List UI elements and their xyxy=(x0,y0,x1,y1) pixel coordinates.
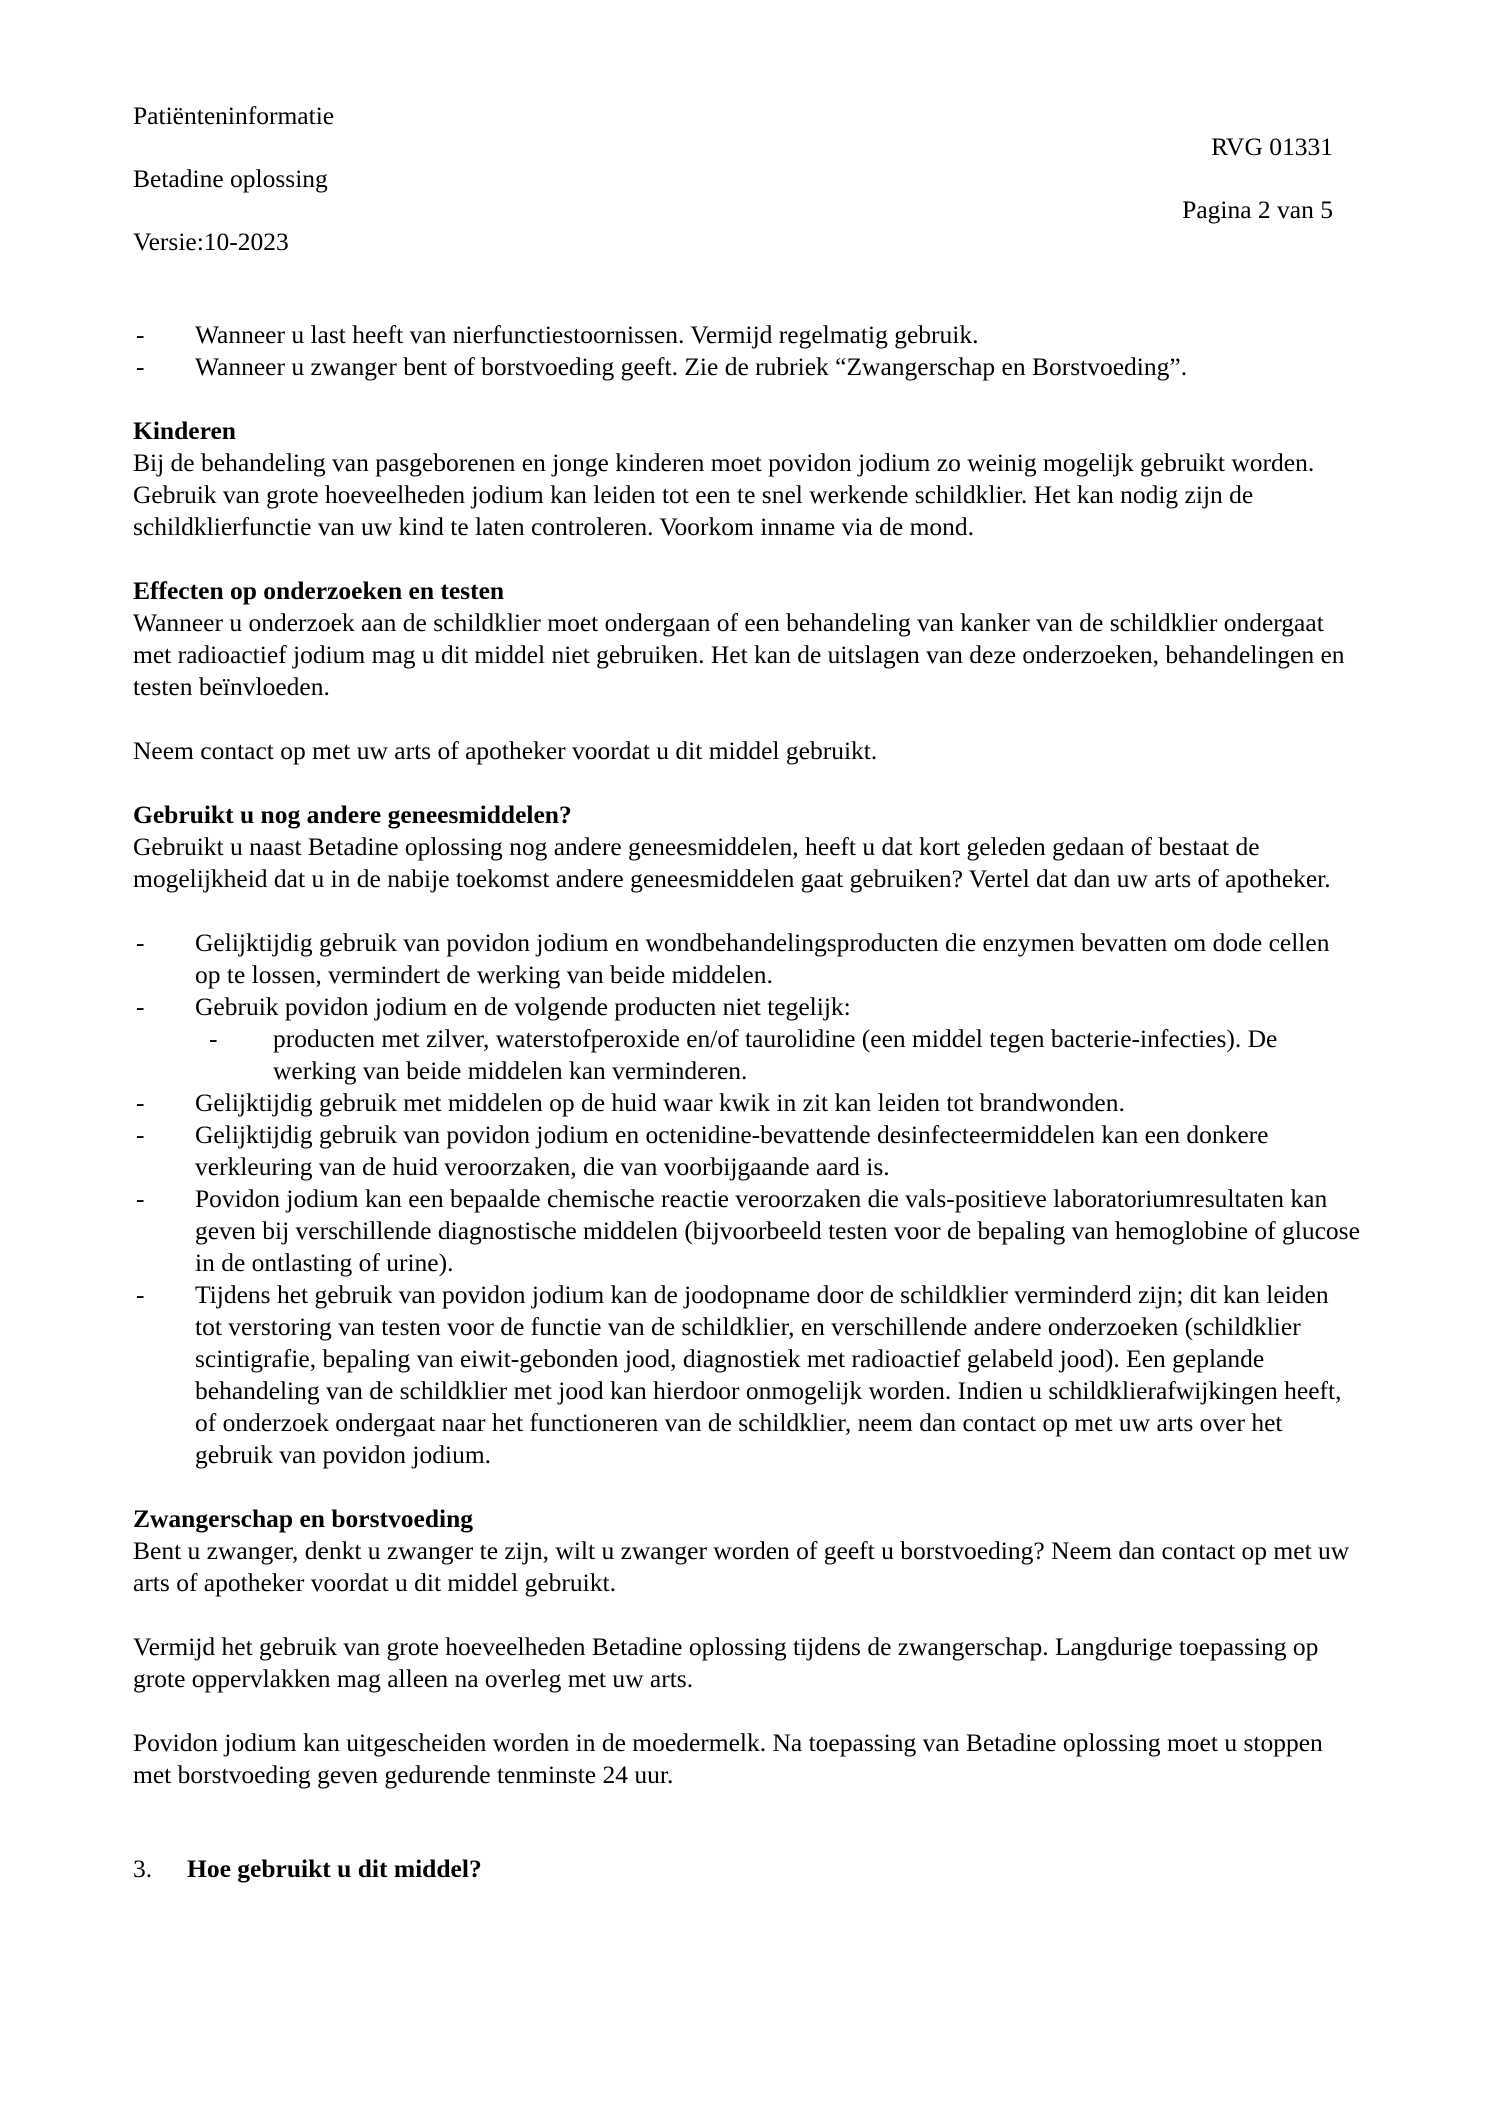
bullet-dash-icon: - xyxy=(209,1023,218,1053)
bullet-dash-icon: - xyxy=(136,991,145,1021)
list-item-text: Wanneer u last heeft van nierfunctiestoornissen. Vermijd regelmatig gebruik. xyxy=(195,319,979,349)
section-body-effecten: Wanneer u onderzoek aan de schildklier moet ondergaan of een behandeling van kanker van de schildklier ondergaat met radioactief jodium mag u dit middel niet gebruiken. Het kan de uitslagen van deze onderzoeken, behandelingen en testen beïnvloeden. xyxy=(133,607,1345,701)
list-item xyxy=(133,927,1361,991)
section-title: Hoe gebruikt u dit middel? xyxy=(187,1853,482,1883)
header-page-number: Pagina 2 van 5 xyxy=(1182,195,1333,224)
section-heading-geneesmiddelen: Gebruikt u nog andere geneesmiddelen? xyxy=(133,799,572,829)
section-body-zwangerschap-3: Povidon jodium kan uitgescheiden worden in de moedermelk. Na toepassing van Betadine oplossing moet u stoppen met borstvoeding geven gedurende tenminste 24 uur. xyxy=(133,1727,1323,1789)
list-item xyxy=(133,1279,1361,1471)
bullet-dash-icon: - xyxy=(136,1183,145,1213)
header-right-block xyxy=(1182,68,1361,257)
list-item xyxy=(203,1023,1361,1087)
section-followup-effecten: Neem contact op met uw arts of apotheker voordat u dit middel gebruikt. xyxy=(133,735,878,765)
list-item-text: producten met zilver, waterstofperoxide en/of taurolidine (een middel tegen bacterie-infecties). De werking van beide middelen kan verminderen. xyxy=(273,1023,1278,1085)
header-left-block xyxy=(133,68,334,289)
section-body-zwangerschap-2: Vermijd het gebruik van grote hoeveelheden Betadine oplossing tijdens de zwangerschap. Langdurige toepassing op grote oppervlakken mag alleen na overleg met uw arts. xyxy=(133,1631,1319,1693)
top-warning-bullet-list xyxy=(133,319,1361,383)
interactions-sub-bullet-list xyxy=(195,1023,1361,1087)
list-item-text: Gebruik povidon jodium en de volgende producten niet tegelijk: xyxy=(195,991,851,1021)
list-item xyxy=(133,1119,1361,1183)
header-rvg-number: RVG 01331 xyxy=(1211,132,1333,161)
interactions-bullet-list xyxy=(133,927,1361,1471)
section-heading-zwangerschap: Zwangerschap en borstvoeding xyxy=(133,1503,474,1533)
list-item-text: Gelijktijdig gebruik met middelen op de huid waar kwik in zit kan leiden tot brandwonden. xyxy=(195,1087,1125,1117)
bullet-dash-icon: - xyxy=(136,927,145,957)
section-body-zwangerschap-1: Bent u zwanger, denkt u zwanger te zijn, wilt u zwanger worden of geeft u borstvoeding? Neem dan contact op met uw arts of apotheker voordat u dit middel gebruikt. xyxy=(133,1535,1350,1597)
bullet-dash-icon: - xyxy=(136,1279,145,1309)
list-item-text: Gelijktijdig gebruik van povidon jodium en wondbehandelingsproducten die enzymen bevatten om dode cellen op te lossen, vermindert de werking van beide middelen. xyxy=(195,927,1330,989)
section-heading-kinderen: Kinderen xyxy=(133,415,236,445)
header-product-name: Betadine oplossing xyxy=(133,163,328,193)
document-header xyxy=(133,68,1361,289)
list-item-text: Wanneer u zwanger bent of borstvoeding geeft. Zie de rubriek “Zwangerschap en Borstvoeding”. xyxy=(195,351,1188,381)
section-heading-effecten: Effecten op onderzoeken en testen xyxy=(133,575,505,605)
bullet-dash-icon: - xyxy=(136,1087,145,1117)
section-body-kinderen: Bij de behandeling van pasgeborenen en jonge kinderen moet povidon jodium zo weinig mogelijk gebruikt worden. Gebruik van grote hoeveelheden jodium kan leiden tot een te snel werkende schildklier. Het kan nodig zijn de schildklierfunctie van uw kind te laten controleren. Voorkom inname via de mond. xyxy=(133,447,1315,541)
bullet-dash-icon: - xyxy=(136,351,145,381)
list-item-text: Gelijktijdig gebruik van povidon jodium en octenidine-bevattende desinfecteermiddelen kan een donkere verkleuring van de huid veroorzaken, die van voorbijgaande aard is. xyxy=(195,1119,1269,1181)
section-number: 3. xyxy=(133,1853,153,1883)
list-item xyxy=(133,1183,1361,1279)
section-body-geneesmiddelen: Gebruikt u naast Betadine oplossing nog andere geneesmiddelen, heeft u dat kort geleden gedaan of bestaat de mogelijkheid dat u in de nabije toekomst andere geneesmiddelen gaat gebruiken? Vertel dat dan uw arts of apotheker. xyxy=(133,831,1331,893)
list-item-text: Povidon jodium kan een bepaalde chemische reactie veroorzaken die vals-positieve laboratoriumresultaten kan geven bij verschillende diagnostische middelen (bijvoorbeeld testen voor de bepaling van hemoglobine of glucose in de ontlasting of urine). xyxy=(195,1183,1360,1277)
header-version: Versie:10-2023 xyxy=(133,226,289,256)
list-item-text: Tijdens het gebruik van povidon jodium kan de joodopname door de schildklier verminderd zijn; dit kan leiden tot verstoring van testen voor de functie van de schildklier, en verschillende andere onderzoeken (schildklier scintigrafie, bepaling van eiwit-gebonden jood, diagnostiek met radioactief gelabeld jood). Een geplande behandeling van de schildklier met jood kan hierdoor onmogelijk worden. Indien u schildklierafwijkingen heeft, of onderzoek ondergaat naar het functioneren van de schildklier, neem dan contact op met uw arts over het gebruik van povidon jodium. xyxy=(195,1279,1342,1469)
list-item xyxy=(133,991,1361,1087)
bullet-dash-icon: - xyxy=(136,1119,145,1149)
bullet-dash-icon: - xyxy=(136,319,145,349)
list-item xyxy=(133,1087,1361,1119)
header-doc-type: Patiënteninformatie xyxy=(133,100,335,130)
list-item xyxy=(133,319,1361,351)
list-item xyxy=(133,351,1361,383)
section-heading-hoe-gebruikt xyxy=(133,1853,1361,1885)
